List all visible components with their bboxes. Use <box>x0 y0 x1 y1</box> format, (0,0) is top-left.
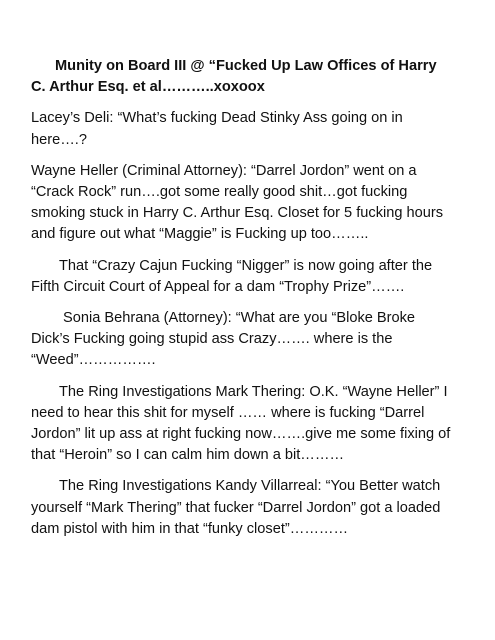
paragraph-kandy-villarreal: The Ring Investigations Kandy Villarreal: “You Better watch yourself “Mark Thering” that fucker “Darrel Jordon” got a loaded dam pistol with him in that “funky closet”………… <box>31 478 441 537</box>
paragraph-mark-thering: The Ring Investigations Mark Thering: O.K. “Wayne Heller” I need to hear this shit for myself …… where is fucking “Darrel Jordon” lit up ass at right fucking now…….give me some fixing of that “Heroin” so I can calm him down a bit……… <box>31 383 451 464</box>
document-body <box>31 56 451 550</box>
paragraph-sonia-behrana: Sonia Behrana (Attorney): “What are you “Bloke Broke Dick’s Fucking going stupid ass Crazy……. where is the “Weed”……………. <box>31 310 416 369</box>
document-title: Munity on Board III @ “Fucked Up Law Offices of Harry C. Arthur Esq. et al………..xoxoox <box>31 58 437 96</box>
paragraph-crazy-cajun: That “Crazy Cajun Fucking “Nigger” is now going after the Fifth Circuit Court of Appeal for a dam “Trophy Prize”……. <box>31 257 433 295</box>
paragraph-laceys-deli: Lacey’s Deli: “What’s fucking Dead Stinky Ass going on in here….? <box>31 110 403 148</box>
paragraph-wayne-heller: Wayne Heller (Criminal Attorney): “Darrel Jordon” went on a “Crack Rock” run….got some really good shit…got fucking smoking stuck in Harry C. Arthur Esq. Closet for 5 fucking hours and figure out what “Maggie” is Fucking up too…….. <box>31 162 444 243</box>
